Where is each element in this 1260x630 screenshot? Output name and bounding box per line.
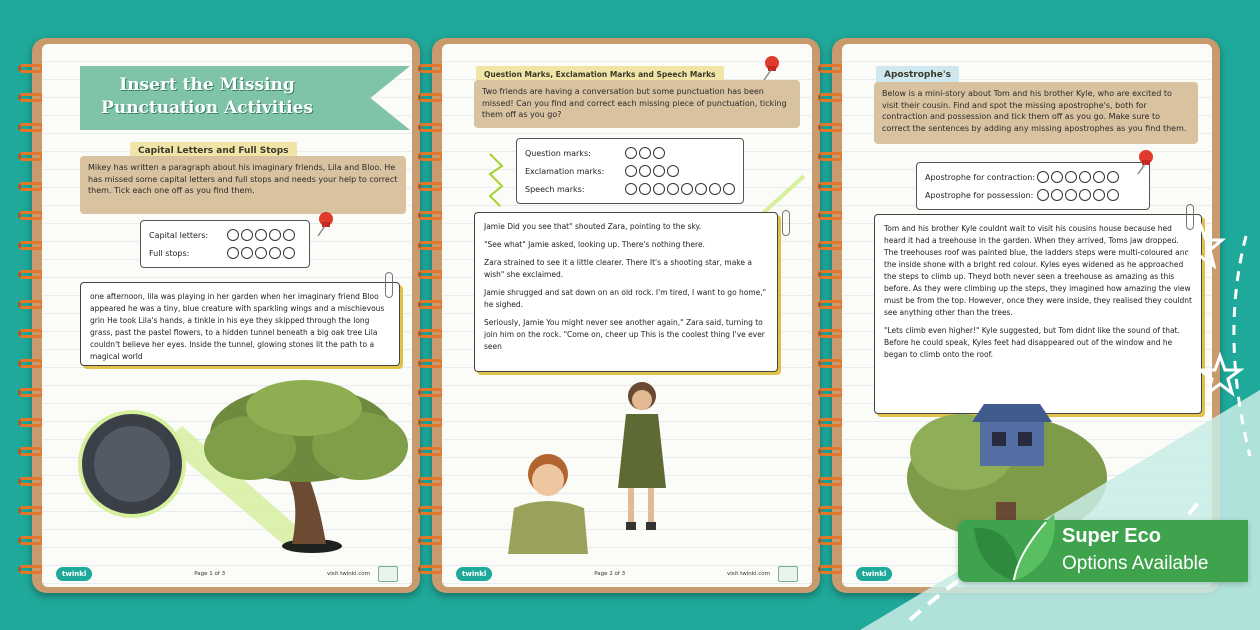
tally-box: [140, 220, 310, 268]
story-paragraph: Seriously, Jamie You might never see another again," Zara said, turning to join him on the rock. "Come on, cheer up This is the coolest thing I've ever seen: [484, 318, 765, 351]
tick-circle[interactable]: [283, 247, 295, 259]
tick-circle[interactable]: [255, 247, 267, 259]
tick-circles[interactable]: [1037, 189, 1119, 201]
eco-subtitle: Options Available: [1062, 553, 1209, 574]
paper-sheet: [42, 44, 412, 587]
tally-row: Capital letters:: [149, 226, 301, 244]
tick-circle[interactable]: [1107, 171, 1119, 183]
title-line-2: Punctuation Activities: [101, 98, 313, 118]
twinkl-logo[interactable]: twinkl: [856, 567, 892, 581]
tally-row: Apostrophe for contraction:: [925, 168, 1141, 186]
story-paragraph: Jamie Did you see that" shouted Zara, pointing to the sky.: [484, 222, 702, 231]
tick-circle[interactable]: [227, 247, 239, 259]
story-paragraph: Tom and his brother Kyle couldnt wait to visit his cousins house because hed heard it had a treehouse in the garden. When they arrived, Toms jaw dropped. The treehouses roof was painted blue, the ladders steps were multi-coloured and the inside shone with a bright red colour. Kyles eyes widened as he approached the steps to climb up. Theyd both never seen a treehouse as amazing as this before. As they were climbing up the steps, they imagined how amazing the view must be from the top. However, once they were inside, they realised they couldnt see anything other than the trees.: [884, 224, 1192, 317]
story-paragraph: Jamie shrugged and sat down on an old rock. I'm tired, I want to go home," he sighed.: [484, 288, 767, 309]
worksheet-page-1: [32, 38, 420, 593]
tick-circle[interactable]: [681, 183, 693, 195]
footer-link[interactable]: visit twinkl.com: [327, 571, 370, 577]
tick-circles[interactable]: [625, 165, 679, 177]
tick-circle[interactable]: [1051, 171, 1063, 183]
section-tag: Capital Letters and Full Stops: [130, 142, 297, 160]
tick-circle[interactable]: [255, 229, 267, 241]
worksheet-page-2: [432, 38, 820, 593]
instructions-box: Below is a mini-story about Tom and his brother Kyle, who are excited to visit their cousin. Find and spot the missing apostrophe's, both for contraction and possession and tick them off as you go. Make sure to correct the sentences by adding any missing apostrophes as you find them.: [874, 82, 1198, 144]
section-tag: Apostrophe's: [876, 66, 959, 84]
tick-circle[interactable]: [269, 229, 281, 241]
tally-row: Apostrophe for possession:: [925, 186, 1141, 204]
story-paragraph: Zara strained to see it a little clearer. There It's a shooting star, make a wish" she exclaimed.: [484, 258, 752, 279]
tick-circle[interactable]: [667, 183, 679, 195]
paper-sheet: [442, 44, 812, 587]
tick-circles[interactable]: [625, 147, 665, 159]
tick-circle[interactable]: [653, 147, 665, 159]
tick-circle[interactable]: [1065, 189, 1077, 201]
quality-badge-icon: [778, 566, 798, 582]
tick-circle[interactable]: [1079, 189, 1091, 201]
tally-row: Question marks:: [525, 144, 735, 162]
pushpin-icon: [312, 210, 336, 238]
tick-circle[interactable]: [639, 165, 651, 177]
paperclip-icon: [385, 272, 393, 298]
tick-circle[interactable]: [1037, 171, 1049, 183]
story-paragraph: "See what" Jamie asked, looking up. There's nothing there.: [484, 240, 705, 249]
tally-row: Exclamation marks:: [525, 162, 735, 180]
tick-circle[interactable]: [1079, 171, 1091, 183]
tick-circle[interactable]: [241, 247, 253, 259]
tick-circle[interactable]: [667, 165, 679, 177]
binder-rings: [18, 64, 44, 574]
twinkl-logo[interactable]: twinkl: [56, 567, 92, 581]
tick-circle[interactable]: [283, 229, 295, 241]
instructions-box: Two friends are having a conversation but some punctuation has been missed! Can you find and correct each missing piece of punctuation, ticking them off as you go?: [474, 80, 800, 128]
story-box: one afternoon, lila was playing in her garden when her imaginary friend Bloo appeared he was a tiny, blue creature with sparkling wings and a mischievous grin He took Lila's hands, a tinkle in his eye they skipped through the long grass, past the pastel flowers, to a hidden tunnel beneath a big oak tree Lila couldn't believe her eyes. Inside the tunnel, glowing stones lit the path to a magical world: [80, 282, 400, 366]
tick-circle[interactable]: [1093, 171, 1105, 183]
pushpin-icon: [1132, 148, 1156, 176]
page-number: Page 2 of 3: [594, 571, 626, 577]
tick-circle[interactable]: [653, 183, 665, 195]
eco-options-badge[interactable]: [958, 520, 1248, 582]
tick-circle[interactable]: [695, 183, 707, 195]
page-title: [92, 74, 322, 120]
section-tag: Question Marks, Exclamation Marks and Speech Marks: [476, 66, 724, 83]
tally-box: [516, 138, 744, 204]
leaf-icon: [968, 508, 1058, 584]
tunnel-tree-illustration: [72, 374, 412, 556]
tick-circle[interactable]: [1065, 171, 1077, 183]
binder-rings: [818, 64, 844, 574]
instructions-box: Mikey has written a paragraph about his imaginary friends, Lila and Bloo. He has missed some capital letters and full stops and needs your help to correct them. Tick each one off as you find them.: [80, 156, 406, 214]
story-paragraph: "Lets climb even higher!" Kyle suggested, but Tom didnt like the sound of that. Before he could speak, Kyles feet had disappeared out of the window and he began to climb onto the roof.: [884, 326, 1180, 359]
tick-circles[interactable]: [1037, 171, 1119, 183]
footer-link[interactable]: visit twinkl.com: [727, 571, 770, 577]
pushpin-icon: [758, 54, 782, 82]
tick-circle[interactable]: [625, 183, 637, 195]
tick-circle[interactable]: [625, 165, 637, 177]
tally-box: [916, 162, 1150, 210]
tally-row: Full stops:: [149, 244, 301, 262]
tick-circle[interactable]: [639, 183, 651, 195]
page-footer: [42, 561, 412, 587]
page-number: Page 1 of 3: [194, 571, 226, 577]
binder-rings: [418, 64, 444, 574]
tick-circle[interactable]: [241, 229, 253, 241]
tick-circle[interactable]: [227, 229, 239, 241]
twinkl-logo[interactable]: twinkl: [456, 567, 492, 581]
paperclip-icon: [782, 210, 790, 236]
tally-row: Speech marks:: [525, 180, 735, 198]
tick-circle[interactable]: [1093, 189, 1105, 201]
tick-circle[interactable]: [653, 165, 665, 177]
quality-badge-icon: [378, 566, 398, 582]
tick-circle[interactable]: [625, 147, 637, 159]
tick-circle[interactable]: [1037, 189, 1049, 201]
tick-circles[interactable]: [227, 229, 295, 241]
tick-circle[interactable]: [1107, 189, 1119, 201]
tick-circles[interactable]: [227, 247, 295, 259]
tick-circle[interactable]: [269, 247, 281, 259]
tick-circle[interactable]: [639, 147, 651, 159]
title-line-1: Insert the Missing: [119, 75, 295, 95]
scribble-decoration-icon: [486, 152, 506, 208]
tick-circle[interactable]: [1051, 189, 1063, 201]
children-illustration: [492, 378, 792, 554]
page-footer: [442, 561, 812, 587]
eco-title: Super Eco: [1062, 525, 1161, 547]
story-box: [474, 212, 778, 372]
